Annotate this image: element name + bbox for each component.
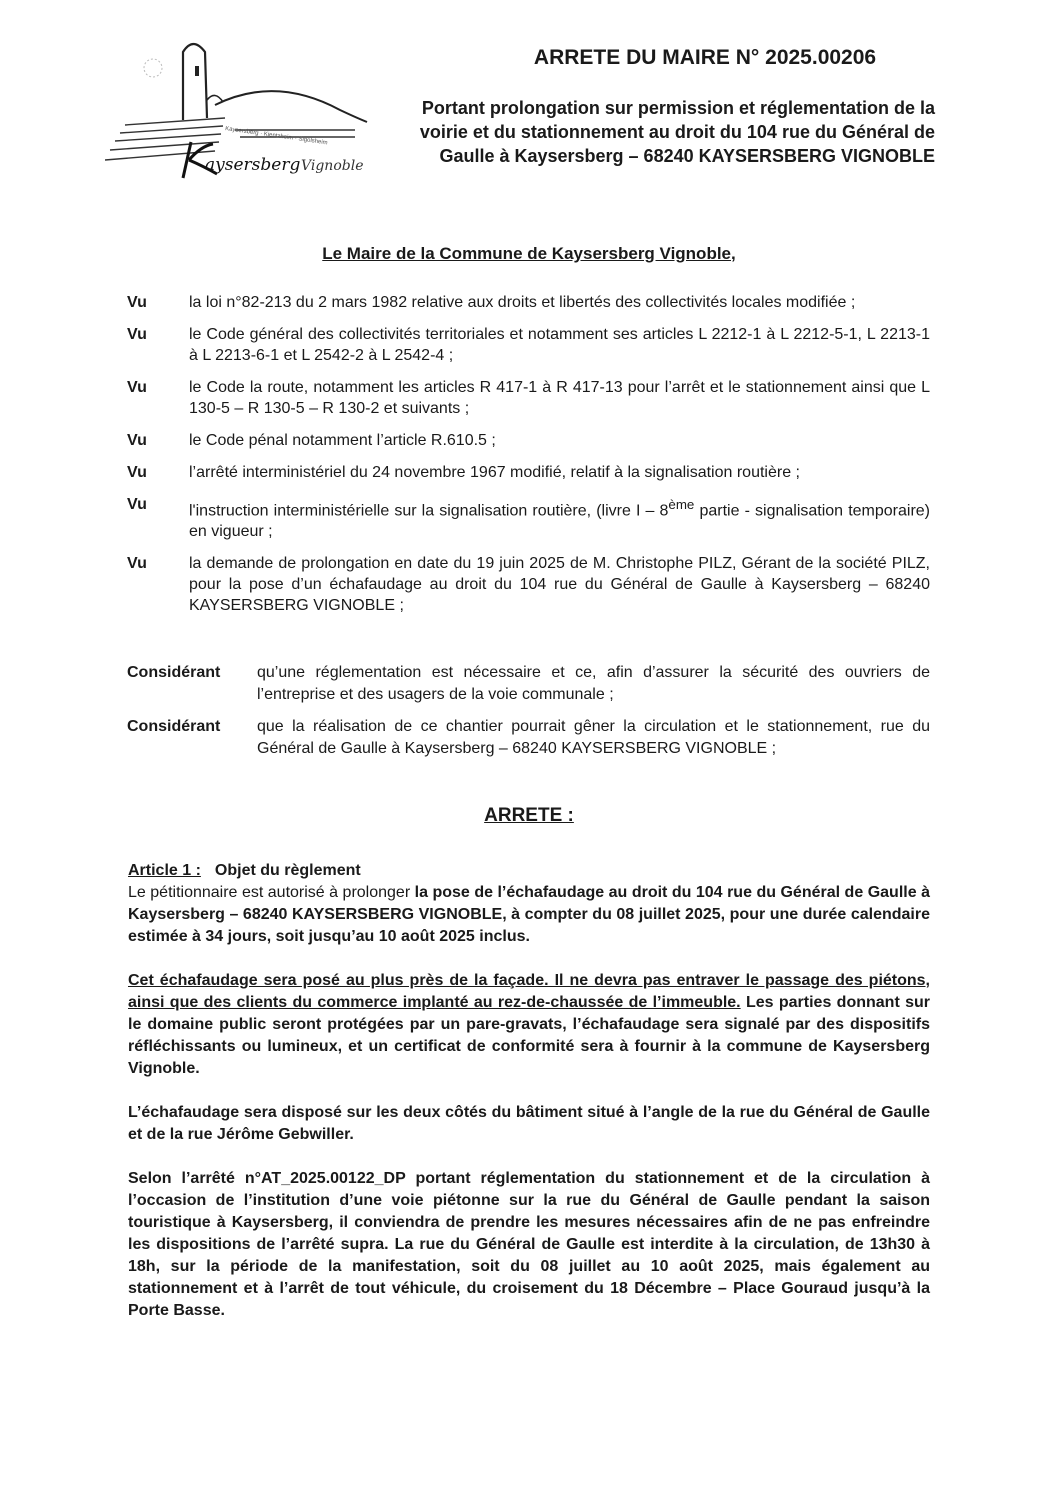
- paragraph-bold-text: L’échafaudage sera disposé sur les deux côtés du bâtiment situé à l’angle de la rue du Général de Gaulle et de la rue Jérôme Gebwiller.: [128, 1104, 930, 1143]
- article-paragraph: [128, 970, 930, 1080]
- vu-label: Vu: [127, 379, 147, 396]
- vu-item: [0, 430, 1058, 451]
- vu-list: [0, 292, 1058, 627]
- paragraph-bold-text: la pose de l’échafaudage au droit du 104 rue du Général de Gaulle à Kaysersberg – 68240 KAYSERSBERG VIGNOBLE, à compter du 08 juillet 2025, pour une durée calendaire estimée à 34 jours, soit jusqu’au 10 août 2025 inclus.: [128, 884, 931, 945]
- svg-text:aysersberg: aysersberg: [205, 155, 301, 175]
- document-header: [370, 46, 960, 168]
- mayor-heading: Le Maire de la Commune de Kaysersberg Vignoble,: [322, 244, 736, 263]
- considerant-item: [0, 716, 1058, 760]
- vu-label: Vu: [127, 432, 147, 449]
- article-title: Objet du règlement: [214, 862, 361, 879]
- article-label: Article 1 :: [128, 862, 201, 879]
- considerant-label: Considérant: [127, 664, 221, 681]
- article-paragraph: [128, 1168, 930, 1322]
- vu-text: la demande de prolongation en date du 19 juin 2025 de M. Christophe PILZ, Gérant de la société PILZ, pour la pose d’un échafaudage au droit du 104 rue du Général de Gaulle à Kaysersberg – 68240 KAYSERSBERG VIGNOBLE ;: [189, 555, 930, 615]
- vu-label: Vu: [127, 294, 147, 311]
- kaysersberg-vignoble-logo: [105, 30, 375, 180]
- paragraph-underlined-text: Cet échafaudage sera posé au plus près de la façade. Il ne devra pas entraver le passage des piétons, ainsi que des clients du commerce implanté au rez-de-chaussée de l’immeuble.: [128, 972, 930, 1011]
- considerant-list: [0, 662, 1058, 770]
- article-paragraph: [128, 1102, 930, 1146]
- paragraph-bold-text: Selon l’arrêté n°AT_2025.00122_DP portant réglementation du stationnement et de la circulation à l’occasion de l’institution d’une voie piétonne sur la rue du Général de Gaulle pendant la saison touristique à Kaysersberg, il conviendra de prendre les mesures nécessaires afin de ne pas enfreindre les dispositions de l’arrêté supra. La rue du Général de Gaulle est interdite à la circulation, de 13h30 à 18h, sur la période de la manifestation, soit du 08 juillet au 10 août 2025, mais également au stationnement et à l’arrêt de tout véhicule, du croisement du 18 Décembre – Place Gouraud jusqu’à la Porte Basse.: [128, 1170, 930, 1319]
- vu-item: [0, 377, 1058, 419]
- vu-text-part: l'instruction interministérielle sur la signalisation routière, (livre I – 8: [189, 502, 669, 520]
- vu-text: la loi n°82-213 du 2 mars 1982 relative aux droits et libertés des collectivités locales modifiée ;: [189, 294, 856, 311]
- article-paragraph: [128, 882, 930, 948]
- svg-text:Vignoble: Vignoble: [301, 158, 364, 174]
- vu-item: [0, 494, 1058, 542]
- considerant-item: [0, 662, 1058, 706]
- paragraph-text: Le pétitionnaire est autorisé à prolonger: [128, 884, 415, 901]
- subtitle-line: Portant prolongation sur permission et réglementation de la: [421, 98, 935, 118]
- vu-label: Vu: [127, 555, 147, 573]
- vu-text: le Code la route, notamment les articles R 417-1 à R 417-13 pour l’arrêt et le stationnement ainsi que L 130-5 – R 130-5 – R 130-2 et suivants ;: [189, 379, 930, 417]
- paragraph-bold-text: Les parties donnant sur le domaine public seront protégées par un pare-gravats, l’échafaudage sera signalé par des dispositifs réfléchissants ou lumineux, et un certificat de conformité sera à fournir à la commune de Kaysersberg Vignoble.: [128, 994, 931, 1077]
- article-body: [128, 860, 930, 1344]
- document-title: ARRETE DU MAIRE N° 2025.00206: [533, 46, 877, 69]
- vu-text-part: partie - signalisation temporaire) en vigueur ;: [189, 502, 930, 541]
- vu-text: le Code pénal notamment l’article R.610.5 ;: [189, 432, 496, 449]
- vu-label: Vu: [127, 496, 147, 513]
- considerant-text: qu’une réglementation est nécessaire et ce, afin d’assurer la sécurité des ouvriers de l’entreprise et des usagers de la voie communale ;: [257, 664, 930, 703]
- article-heading: [128, 860, 930, 882]
- vu-text: le Code général des collectivités territoriales et notamment ses articles L 2212-1 à L 2212-5-1, L 2213-1 à L 2213-6-1 et L 2542-2 à L 2542-4 ;: [189, 326, 930, 364]
- document-subtitle: [370, 96, 960, 168]
- arrete-heading: ARRETE :: [484, 805, 574, 826]
- subtitle-line: voirie et du stationnement au droit du 104 rue du Général de: [419, 122, 935, 142]
- vu-label: Vu: [127, 464, 147, 481]
- superscript: ème: [668, 497, 695, 512]
- vu-item: [0, 553, 1058, 616]
- vu-label: Vu: [127, 326, 147, 343]
- vu-item: [0, 462, 1058, 483]
- subtitle-line: Gaulle à Kaysersberg – 68240 KAYSERSBERG VIGNOBLE: [439, 146, 935, 166]
- considerant-text: que la réalisation de ce chantier pourrait gêner la circulation et le stationnement, rue du Général de Gaulle à Kaysersberg – 68240 KAYSERSBERG VIGNOBLE ;: [257, 718, 930, 757]
- vu-item: [0, 324, 1058, 366]
- svg-text:Kaysersberg · Kientzheim · Sig: Kaysersberg · Kientzheim · Sigolsheim: [224, 126, 328, 147]
- considerant-label: Considérant: [127, 718, 221, 735]
- vu-text: [189, 494, 930, 542]
- vu-text: l’arrêté interministériel du 24 novembre 1967 modifié, relatif à la signalisation routière ;: [189, 464, 800, 481]
- vu-item: [0, 292, 1058, 313]
